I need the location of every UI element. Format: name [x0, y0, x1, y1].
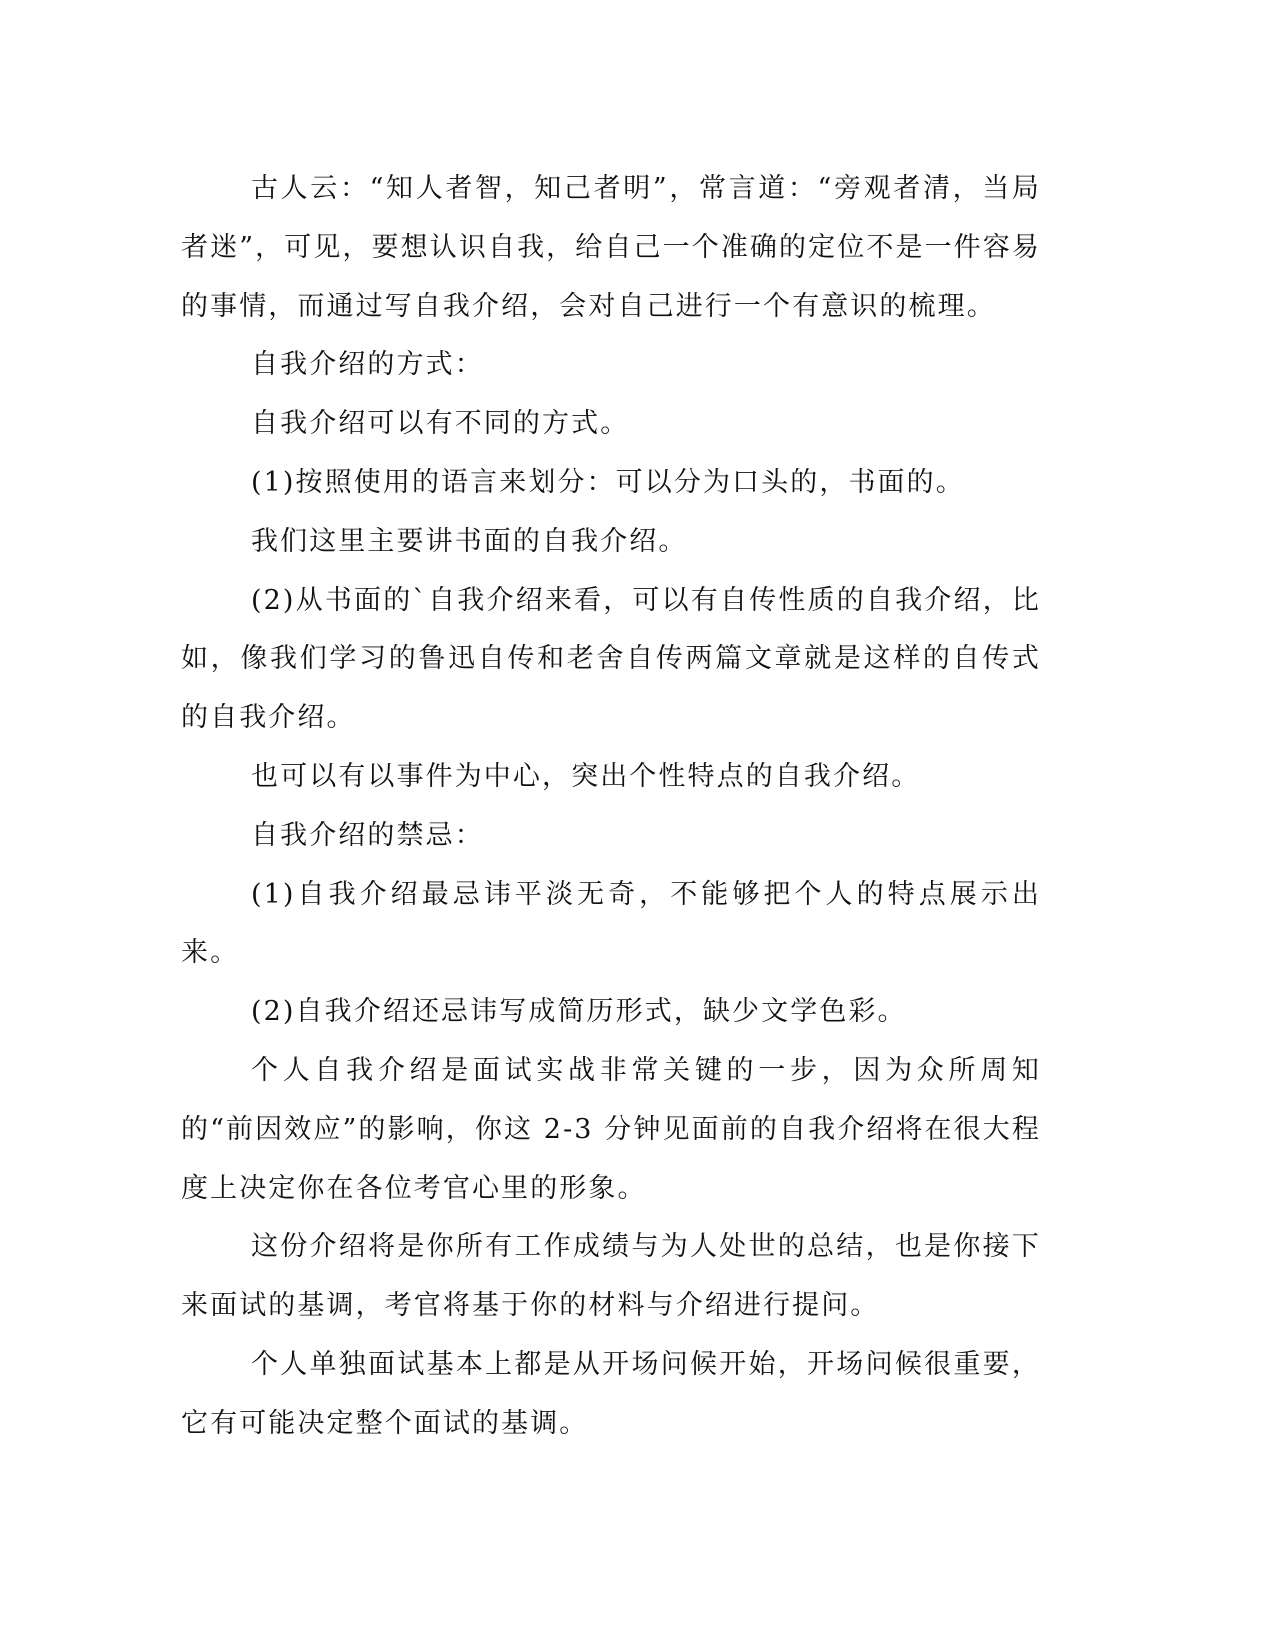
- paragraph-interview-importance: 个人自我介绍是面试实战非常关键的一步，因为众所周知的“前因效应”的影响，你这 2-3 分钟见面前的自我介绍将在很大程度上决定你在各位考官心里的形象。: [181, 1054, 1041, 1204]
- paragraph-taboos-heading: 自我介绍的禁忌：: [251, 819, 484, 851]
- paragraph-taboo-1: (1)自我介绍最忌讳平淡无奇，不能够把个人的特点展示出来。: [181, 878, 1041, 969]
- paragraph-quote-intro: 古人云：“知人者智，知己者明”，常言道：“旁观者清，当局者迷”，可见，要想认识自我，给自己一个准确的定位不是一件容易的事情，而通过写自我介绍，会对自己进行一个有意识的梳理。: [181, 173, 1041, 322]
- paragraph-event-centered: 也可以有以事件为中心，突出个性特点的自我介绍。: [251, 760, 921, 792]
- paragraph-opening-greeting: 个人单独面试基本上都是从开场问候开始，开场问候很重要，它有可能决定整个面试的基调。: [181, 1348, 1041, 1439]
- paragraph-written-focus: 我们这里主要讲书面的自我介绍。: [251, 525, 688, 557]
- paragraph-methods-intro: 自我介绍可以有不同的方式。: [251, 408, 630, 440]
- paragraph-method-2: (2)从书面的`自我介绍来看，可以有自传性质的自我介绍，比如，像我们学习的鲁迅自传和老舍自传两篇文章就是这样的自传式的自我介绍。: [181, 584, 1041, 734]
- paragraph-taboo-2: (2)自我介绍还忌讳写成简历形式，缺少文学色彩。: [251, 996, 907, 1028]
- paragraph-interview-summary: 这份介绍将是你所有工作成绩与为人处世的总结，也是你接下来面试的基调，考官将基于你的材料与介绍进行提问。: [181, 1231, 1041, 1322]
- document-body: [181, 160, 1041, 1454]
- paragraph-methods-heading: 自我介绍的方式：: [251, 349, 484, 381]
- paragraph-method-1: (1)按照使用的语言来划分：可以分为口头的，书面的。: [251, 466, 965, 498]
